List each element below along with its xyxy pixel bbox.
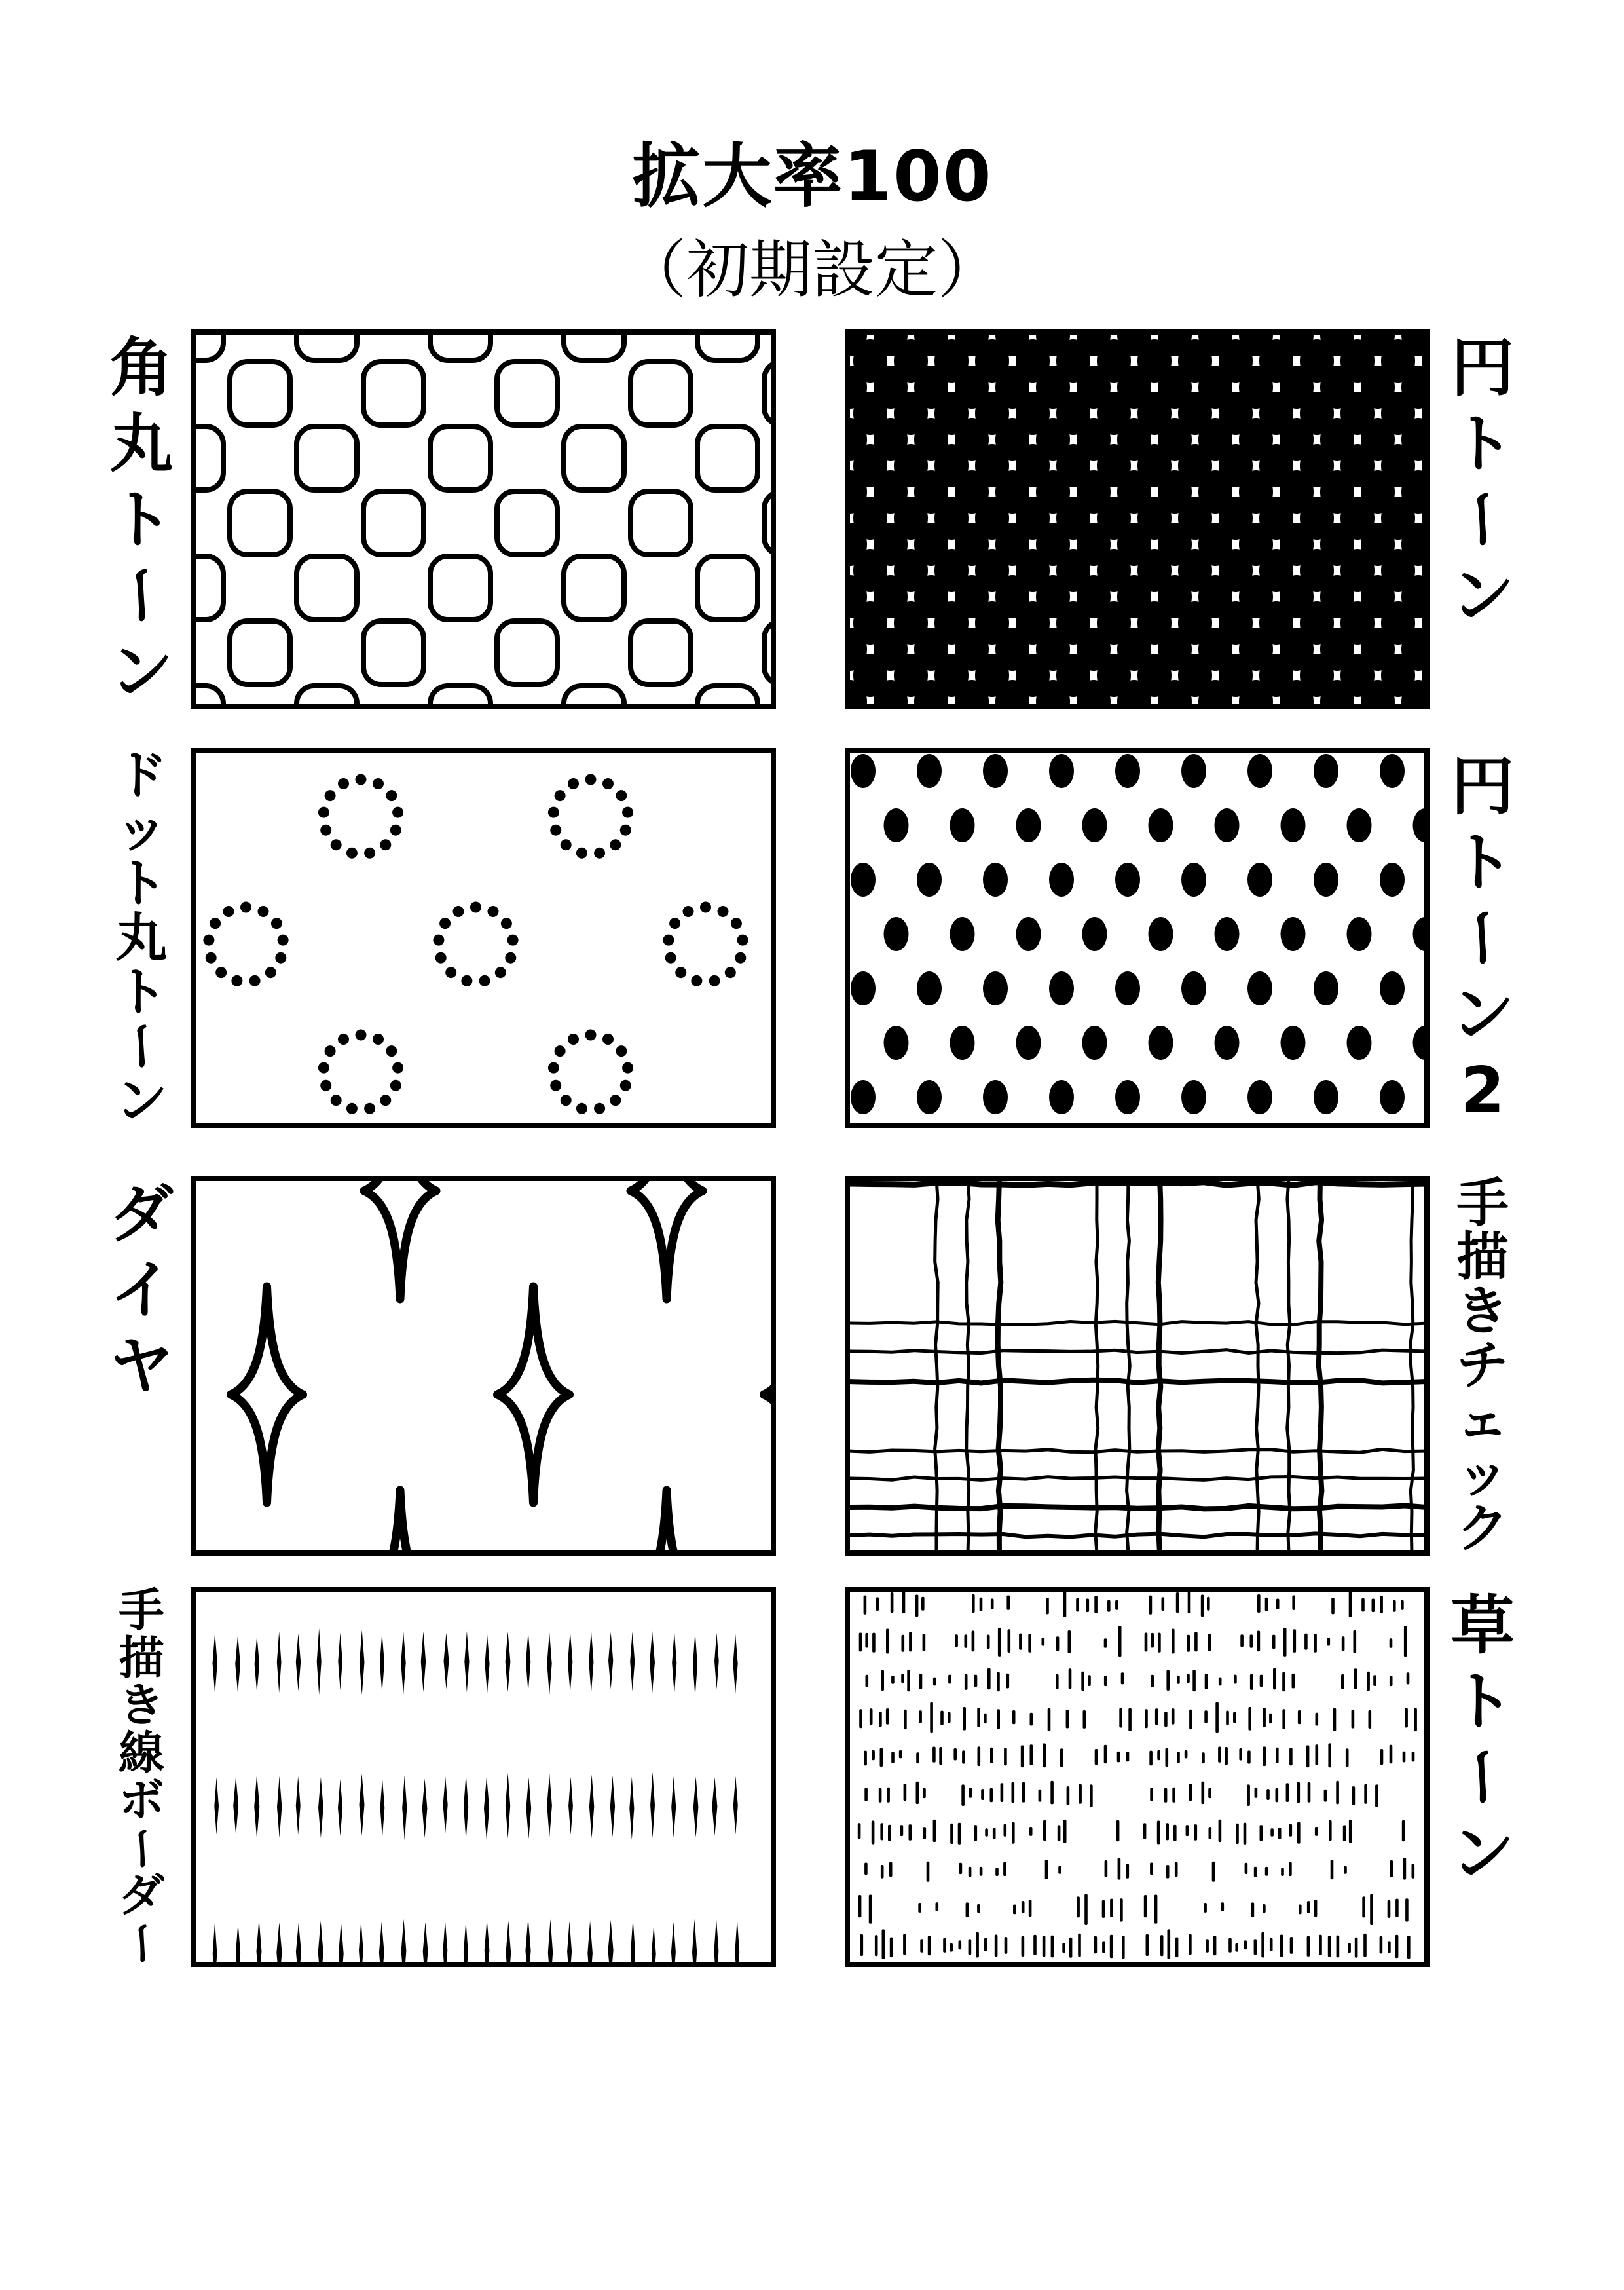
label-char: 丸	[115, 907, 168, 969]
label-char: ー	[111, 1020, 172, 1073]
label-char: 丸	[109, 406, 174, 481]
swatch-dotted-circle-tone	[191, 748, 776, 1128]
rounded-square-pattern-canvas	[191, 329, 776, 709]
page-title: 拡大率100	[631, 136, 993, 217]
swatch-diamond-sparkle-tone	[191, 1176, 776, 1556]
swatch-grass-tone	[845, 1587, 1430, 1967]
label-hand-drawn-line-border-tone	[102, 1584, 181, 1967]
label-char: ー	[1445, 487, 1520, 552]
label-char: ェ	[1456, 1389, 1509, 1451]
label-char: ダ	[119, 1869, 164, 1923]
label-small-circle-tone	[1443, 748, 1522, 1128]
label-char: ー	[104, 563, 179, 628]
label-char: ト	[1450, 406, 1515, 481]
label-char: ー	[115, 1825, 168, 1871]
label-char: ト	[1450, 825, 1515, 899]
label-char: ボ	[119, 1774, 164, 1828]
label-char: 手	[1456, 1172, 1509, 1233]
swatch-small-circle-tone	[845, 748, 1430, 1128]
label-char: 描	[1456, 1226, 1509, 1288]
label-char: チ	[1456, 1335, 1509, 1397]
label-char: ト	[115, 853, 168, 914]
label-char: 描	[119, 1631, 164, 1685]
label-char: ー	[1445, 1745, 1520, 1809]
hand-drawn-check-pattern-canvas	[845, 1176, 1430, 1556]
label-char: ト	[115, 962, 168, 1023]
label-char: ン	[1450, 977, 1515, 1051]
label-char: 2	[1460, 1053, 1505, 1127]
label-char: 角	[109, 330, 174, 405]
label-char: ン	[1450, 1816, 1515, 1890]
diamond-sparkle-pattern-canvas	[191, 1176, 776, 1556]
label-char: 草	[1450, 1588, 1515, 1662]
label-char: 円	[1450, 749, 1515, 823]
label-char: き	[119, 1679, 164, 1733]
label-char: ン	[115, 1070, 168, 1131]
label-char: ン	[1450, 558, 1515, 633]
label-char: ダ	[109, 1176, 174, 1251]
label-char: き	[1456, 1281, 1509, 1342]
label-char: ン	[109, 634, 174, 709]
dotted-circle-pattern-canvas	[191, 748, 776, 1128]
label-large-circle-tone	[1443, 329, 1522, 709]
small-circle-pattern-canvas	[845, 748, 1430, 1128]
label-char: ヤ	[109, 1328, 174, 1403]
label-char: 手	[119, 1584, 164, 1638]
label-rounded-square-tone	[102, 329, 181, 709]
label-char: 線	[119, 1726, 164, 1780]
swatch-hand-drawn-line-border-tone	[191, 1587, 776, 1967]
label-char: 円	[1450, 330, 1515, 405]
label-char: イ	[109, 1252, 174, 1327]
label-char: ッ	[1456, 1443, 1509, 1505]
swatch-rounded-square-tone	[191, 329, 776, 709]
page-subtitle: （初期設定）	[623, 233, 1001, 307]
label-char: ー	[115, 1920, 168, 1966]
swatch-large-circle-tone	[845, 329, 1430, 709]
label-diamond-sparkle-tone	[102, 1176, 181, 1556]
label-hand-drawn-check-tone	[1443, 1172, 1522, 1559]
hand-drawn-line-border-pattern-canvas	[191, 1587, 776, 1967]
grass-pattern-canvas	[845, 1587, 1430, 1967]
large-circle-pattern-canvas	[845, 329, 1430, 709]
swatch-hand-drawn-check-tone	[845, 1176, 1430, 1556]
label-char: ト	[109, 482, 174, 557]
label-char: ク	[1456, 1497, 1509, 1559]
label-char: ッ	[115, 798, 168, 860]
label-grass-tone	[1443, 1587, 1522, 1967]
label-char: ー	[1445, 906, 1520, 970]
label-char: ト	[1450, 1664, 1515, 1738]
label-dotted-circle-tone	[102, 744, 181, 1131]
label-char: ド	[115, 744, 168, 806]
